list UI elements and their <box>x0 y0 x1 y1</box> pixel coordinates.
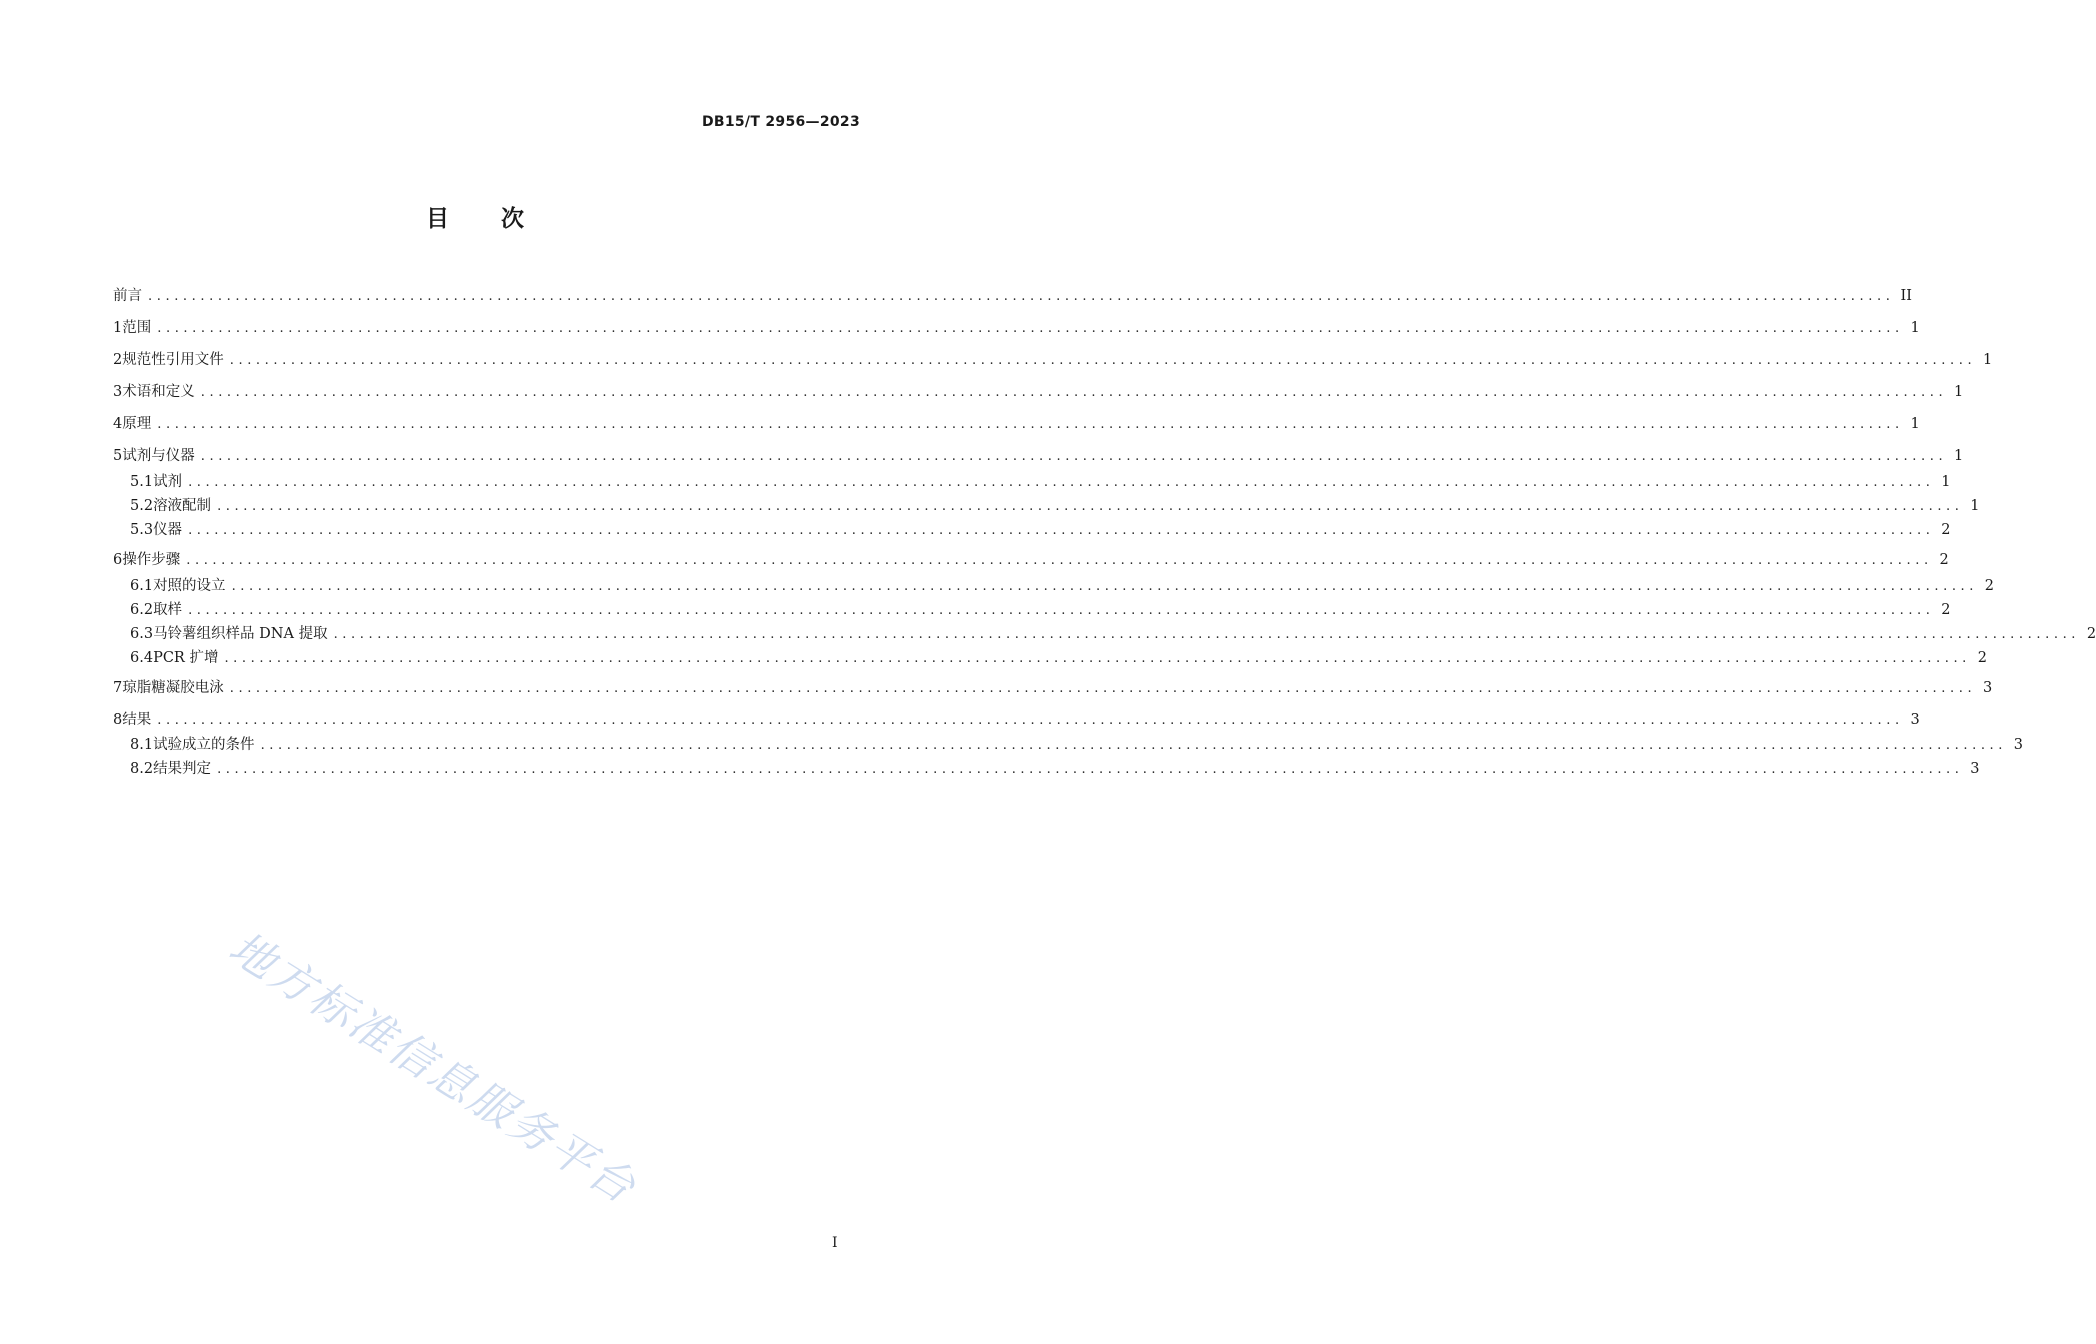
toc-entry-label: 操作步骤 <box>122 552 181 568</box>
toc-entry-page: 3 <box>1910 712 1920 728</box>
toc-entry-page: 3 <box>1970 761 1980 777</box>
toc-entry-number: 5.3 <box>130 522 154 538</box>
toc-entry-number: 6.1 <box>130 578 154 594</box>
toc-entry[interactable] <box>130 518 1951 542</box>
toc-dot-leader: ........................................................................................................................................................................................................ <box>186 553 1933 568</box>
toc-entry-number: 8 <box>113 712 123 728</box>
toc-dot-leader: ........................................................................................................................................................................................................ <box>157 713 1904 728</box>
toc-dot-leader: ........................................................................................................................................................................................................ <box>200 385 1948 400</box>
toc-dot-leader: ........................................................................................................................................................................................................ <box>157 417 1904 432</box>
toc-entry-label: 对照的设立 <box>153 578 226 594</box>
toc-dot-leader: ........................................................................................................................................................................................................ <box>188 603 1935 618</box>
toc-entry[interactable] <box>130 470 1951 494</box>
toc-dot-leader: ........................................................................................................................................................................................................ <box>148 289 1895 304</box>
toc-entry[interactable] <box>113 444 1964 468</box>
toc-dot-leader: ........................................................................................................................................................................................................ <box>231 579 1979 594</box>
toc-entry[interactable] <box>130 646 1987 670</box>
toc-entry[interactable] <box>113 708 1920 732</box>
toc-entry[interactable] <box>130 622 2096 646</box>
page-title: 目次 <box>426 206 576 232</box>
toc-entry-page: 2 <box>1941 602 1951 618</box>
toc-entry[interactable] <box>113 548 1949 572</box>
toc-entry-number: 2 <box>113 352 123 368</box>
toc-entry-page: 2 <box>1941 522 1951 538</box>
toc-entry[interactable] <box>130 757 1980 781</box>
toc-entry-page: 1 <box>1910 416 1920 432</box>
toc-entry[interactable] <box>130 733 2024 757</box>
toc-entry-number: 7 <box>113 680 123 696</box>
toc-entry-page: 2 <box>2086 626 2096 642</box>
toc-entry-page: 2 <box>1939 552 1949 568</box>
toc-entry[interactable] <box>130 598 1951 622</box>
toc-entry-page: II <box>1900 288 1912 304</box>
toc-entry-label: 溶液配制 <box>153 498 212 514</box>
toc-dot-leader: ........................................................................................................................................................................................................ <box>157 321 1904 336</box>
toc-entry-number: 8.2 <box>130 761 154 777</box>
toc-entry-number: 4 <box>113 416 123 432</box>
toc-dot-leader: ........................................................................................................................................................................................................ <box>188 523 1935 538</box>
toc-entry-label: 马铃薯组织样品 DNA 提取 <box>153 626 328 642</box>
toc-entry[interactable] <box>113 412 1920 436</box>
toc-entry-page: 2 <box>1984 578 1995 594</box>
toc-entry-page: 1 <box>1941 474 1951 490</box>
toc-entry-label: 前言 <box>113 288 142 304</box>
toc-entry-label: 范围 <box>122 320 152 336</box>
toc-entry[interactable] <box>130 494 1980 518</box>
toc-entry[interactable] <box>113 380 1964 404</box>
toc-dot-leader: ........................................................................................................................................................................................................ <box>333 627 2081 642</box>
toc-entry-label: 术语和定义 <box>122 384 195 400</box>
toc-entry-page: 1 <box>1953 384 1964 400</box>
toc-dot-leader: ........................................................................................................................................................................................................ <box>217 762 1964 777</box>
toc-entry-label: 仪器 <box>153 522 183 538</box>
page-number: I <box>832 1235 838 1251</box>
toc-entry-label: 试剂与仪器 <box>122 448 195 464</box>
toc-entry-label: 规范性引用文件 <box>122 352 224 368</box>
toc-entry-number: 6 <box>113 552 123 568</box>
toc-entry-page: 3 <box>2013 737 2024 753</box>
toc-entry-page: 1 <box>1953 448 1964 464</box>
toc-entry-page: 1 <box>1910 320 1920 336</box>
toc-entry-page: 1 <box>1982 352 1993 368</box>
toc-entry[interactable] <box>130 574 1995 598</box>
toc-dot-leader: ........................................................................................................................................................................................................ <box>224 651 1971 666</box>
toc-entry-label: 试剂 <box>153 474 183 490</box>
toc-entry-label: PCR 扩增 <box>153 650 219 666</box>
toc-entry-page: 1 <box>1970 498 1980 514</box>
toc-entry-number: 1 <box>113 320 123 336</box>
toc-entry-label: 原理 <box>122 416 152 432</box>
toc-entry[interactable] <box>113 284 1912 308</box>
toc-dot-leader: ........................................................................................................................................................................................................ <box>200 449 1948 464</box>
toc-entry-number: 6.3 <box>130 626 154 642</box>
toc-entry-number: 6.2 <box>130 602 154 618</box>
toc-entry[interactable] <box>113 348 1993 372</box>
toc-dot-leader: ........................................................................................................................................................................................................ <box>260 738 2008 753</box>
toc-entry-number: 8.1 <box>130 737 154 753</box>
toc-dot-leader: ........................................................................................................................................................................................................ <box>229 681 1977 696</box>
toc-entry-number: 3 <box>113 384 123 400</box>
toc-dot-leader: ........................................................................................................................................................................................................ <box>229 353 1977 368</box>
toc-entry-number: 5.1 <box>130 474 154 490</box>
toc-entry[interactable] <box>113 676 1993 700</box>
toc-entry-number: 5.2 <box>130 498 154 514</box>
toc-dot-leader: ........................................................................................................................................................................................................ <box>188 475 1935 490</box>
toc-entry-number: 5 <box>113 448 123 464</box>
toc-entry-label: 取样 <box>153 602 183 618</box>
toc-entry-label: 结果判定 <box>153 761 212 777</box>
toc-entry-label: 试验成立的条件 <box>153 737 255 753</box>
toc-entry-number: 6.4 <box>130 650 154 666</box>
toc-entry-page: 3 <box>1982 680 1993 696</box>
toc-entry-label: 结果 <box>122 712 152 728</box>
toc-entry-page: 2 <box>1977 650 1987 666</box>
toc-dot-leader: ........................................................................................................................................................................................................ <box>217 499 1964 514</box>
toc-entry-label: 琼脂糖凝胶电泳 <box>122 680 224 696</box>
document-code: DB15/T 2956—2023 <box>701 114 860 130</box>
watermark: 地方标准信息服务平台 <box>220 922 646 1215</box>
toc-entry[interactable] <box>113 316 1920 340</box>
